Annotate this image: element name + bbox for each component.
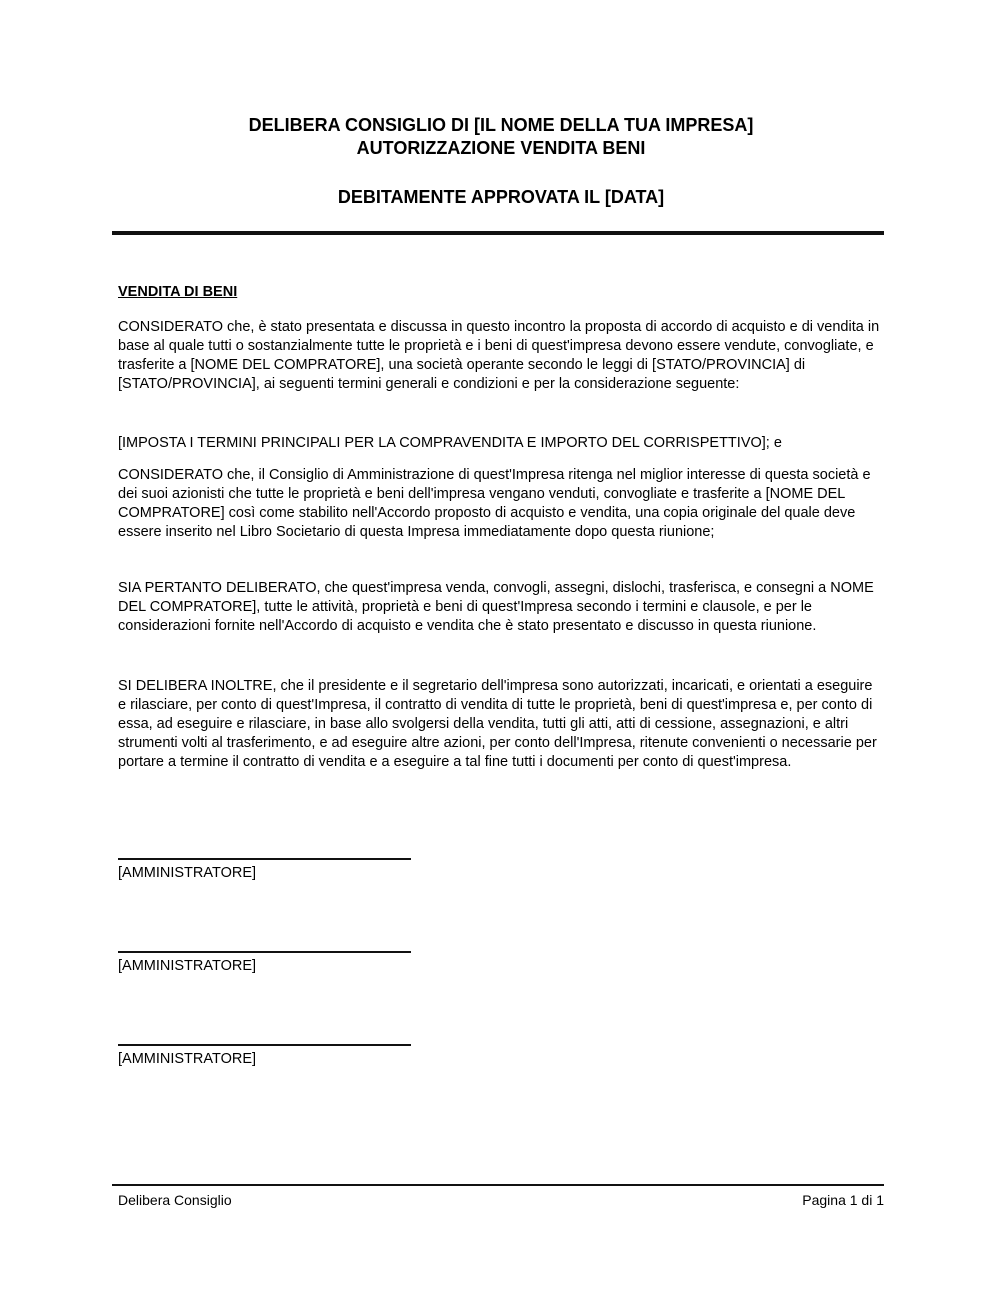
paragraph-considerato-1: CONSIDERATO che, è stato presentata e discussa in questo incontro la proposta di accordo di acquisto e di vendita in base al quale tutti o sostanzialmente tutte le proprietà e i beni di quest'impresa devono essere vendute, convogliate, e trasferite a [NOME DEL COMPRATORE], una società operante secondo le leggi di [STATO/PROVINCIA] di [STATO/PROVINCIA], ai seguenti termini generali e condizioni e per la considerazione seguente:: [118, 319, 880, 392]
signature-block-2: [118, 951, 411, 976]
paragraph-considerato-2: CONSIDERATO che, il Consiglio di Amministrazione di quest'Impresa ritenga nel miglior interesse di questa società e dei suoi azionisti che tutte le proprietà e beni dell'impresa vengano venduti, convogliate e trasferite a [NOME DEL COMPRATORE] così come stabilito nell'Accordo proposto di acquisto e vendita, una copia originale del quale deve essere inserito nel Libro Societario di questa Impresa immediatamente dopo questa riunione;: [118, 467, 871, 540]
document-title-line2: AUTORIZZAZIONE VENDITA BENI: [356, 138, 646, 158]
page-footer: [118, 1191, 884, 1209]
document-title: [118, 114, 884, 160]
signature-label-2: [AMMINISTRATORE]: [118, 958, 257, 974]
footer-divider-rule: [112, 1184, 884, 1186]
paragraph-sia-pertanto-deliberato: SIA PERTANTO DELIBERATO, che quest'impresa venda, convogli, assegni, dislochi, trasferisca, e consegni a NOME DEL COMPRATORE], tutte le attività, proprietà e beni di quest'Impresa secondo i termini e clausole, e per le considerazioni fornite nell'Accordo di acquisto e vendita che è stato presentato e discusso in questa riunione.: [118, 580, 874, 634]
signature-block-3: [118, 1044, 411, 1069]
paragraph-si-delibera-inoltre: SI DELIBERA INOLTRE, che il presidente e il segretario dell'impresa sono autorizzati, incaricati, e orientati a eseguire e rilasciare, per conto di quest'Impresa, il contratto di vendita di tutte le proprietà, beni di quest'impresa e, per conto di essa, ad eseguire e rilasciare, in base allo svolgersi della vendita, tutti gli atti, atti di cessione, assegnazioni, e altri strumenti volti al trasferimento, e ad eseguire altre azioni, per conto dell'Impresa, ritenute convenienti o necessarie per portare a termine il contratto di vendita e a eseguire a tal fine tutti i documenti per conto di quest'impresa.: [118, 678, 877, 770]
section-heading: VENDITA DI BENI: [118, 284, 238, 300]
paragraph-imposta-termini: [IMPOSTA I TERMINI PRINCIPALI PER LA COMPRAVENDITA E IMPORTO DEL CORRISPETTIVO]; e: [118, 435, 782, 451]
signature-label-3: [AMMINISTRATORE]: [118, 1051, 257, 1067]
footer-page-number: Pagina 1 di 1: [802, 1192, 884, 1208]
document-title-line1: DELIBERA CONSIGLIO DI [IL NOME DELLA TUA IMPRESA]: [248, 115, 754, 135]
signature-label-1: [AMMINISTRATORE]: [118, 865, 257, 881]
signature-block-1: [118, 858, 411, 883]
approval-line: DEBITAMENTE APPROVATA IL [DATA]: [337, 187, 665, 207]
footer-document-name: Delibera Consiglio: [118, 1192, 232, 1208]
header-divider-rule: [112, 231, 884, 235]
